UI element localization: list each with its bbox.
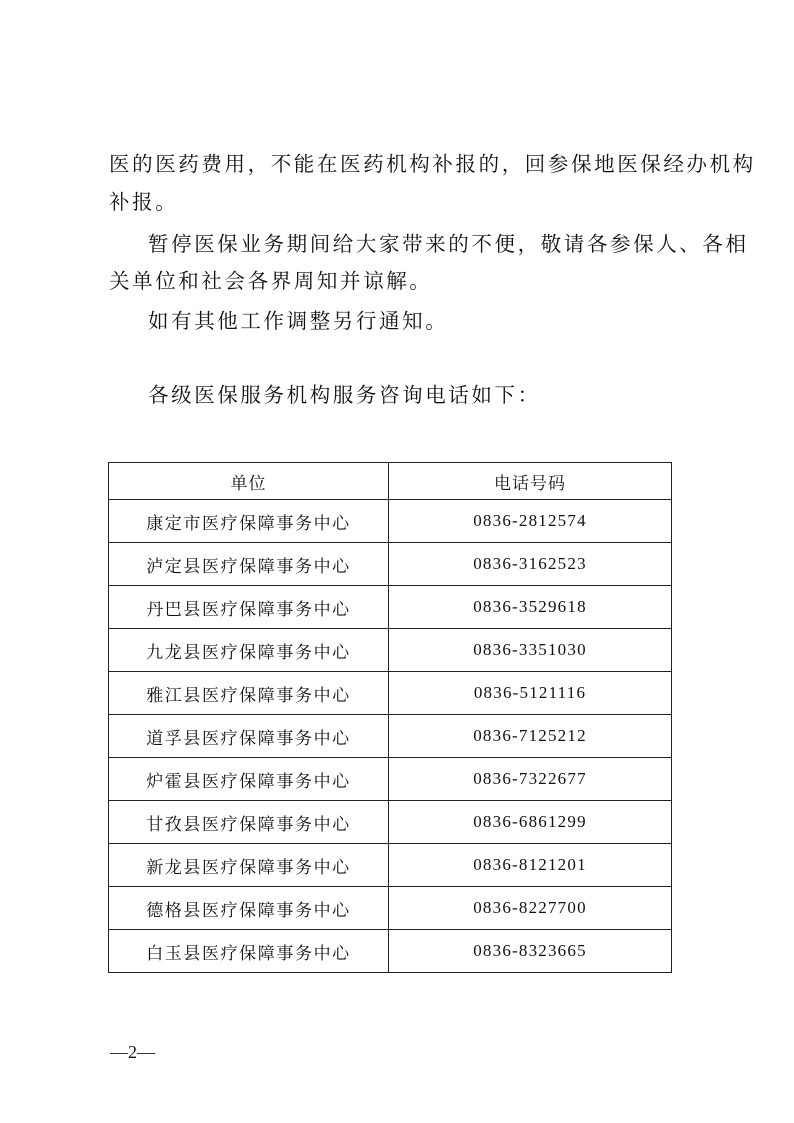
- table-row: [109, 801, 672, 844]
- phone-cell: 0836-6861299: [389, 801, 672, 844]
- phone-cell: 0836-8227700: [389, 887, 672, 930]
- phone-cell: 0836-8323665: [389, 930, 672, 973]
- unit-cell: 道孚县医疗保障事务中心: [109, 715, 389, 758]
- unit-cell: 甘孜县医疗保障事务中心: [109, 801, 389, 844]
- phone-cell: 0836-3529618: [389, 586, 672, 629]
- unit-cell: 德格县医疗保障事务中心: [109, 887, 389, 930]
- paragraph-line: 医的医药费用，不能在医药机构补报的，回参保地医保经办机构: [109, 152, 756, 176]
- phone-cell: 0836-7322677: [389, 758, 672, 801]
- phone-cell: 0836-8121201: [389, 844, 672, 887]
- unit-cell: 新龙县医疗保障事务中心: [109, 844, 389, 887]
- paragraph-line: 关单位和社会各界周知并谅解。: [109, 269, 433, 293]
- table-row: [109, 629, 672, 672]
- table-row: [109, 930, 672, 973]
- table-row: [109, 543, 672, 586]
- table-header-row: [109, 463, 672, 500]
- paragraph-line: 各级医保服务机构服务咨询电话如下：: [148, 383, 541, 407]
- paragraph-line: 如有其他工作调整另行通知。: [148, 309, 449, 333]
- phone-cell: 0836-3162523: [389, 543, 672, 586]
- unit-cell: 丹巴县医疗保障事务中心: [109, 586, 389, 629]
- column-header-phone: 电话号码: [389, 463, 672, 500]
- table-row: [109, 586, 672, 629]
- unit-cell: 雅江县医疗保障事务中心: [109, 672, 389, 715]
- paragraph-line: 补报。: [109, 190, 179, 214]
- table-row: [109, 672, 672, 715]
- unit-cell: 九龙县医疗保障事务中心: [109, 629, 389, 672]
- unit-cell: 炉霍县医疗保障事务中心: [109, 758, 389, 801]
- unit-cell: 泸定县医疗保障事务中心: [109, 543, 389, 586]
- phone-cell: 0836-5121116: [389, 672, 672, 715]
- unit-cell: 康定市医疗保障事务中心: [109, 500, 389, 543]
- phone-cell: 0836-7125212: [389, 715, 672, 758]
- table-row: [109, 887, 672, 930]
- table-row: [109, 500, 672, 543]
- phone-cell: 0836-3351030: [389, 629, 672, 672]
- table-row: [109, 844, 672, 887]
- unit-cell: 白玉县医疗保障事务中心: [109, 930, 389, 973]
- contact-table: [108, 462, 672, 973]
- column-header-unit: 单位: [109, 463, 389, 500]
- phone-cell: 0836-2812574: [389, 500, 672, 543]
- table-row: [109, 715, 672, 758]
- paragraph-line: 暂停医保业务期间给大家带来的不便，敬请各参保人、各相: [148, 232, 749, 256]
- table-row: [109, 758, 672, 801]
- page-number: —2—: [110, 1042, 155, 1062]
